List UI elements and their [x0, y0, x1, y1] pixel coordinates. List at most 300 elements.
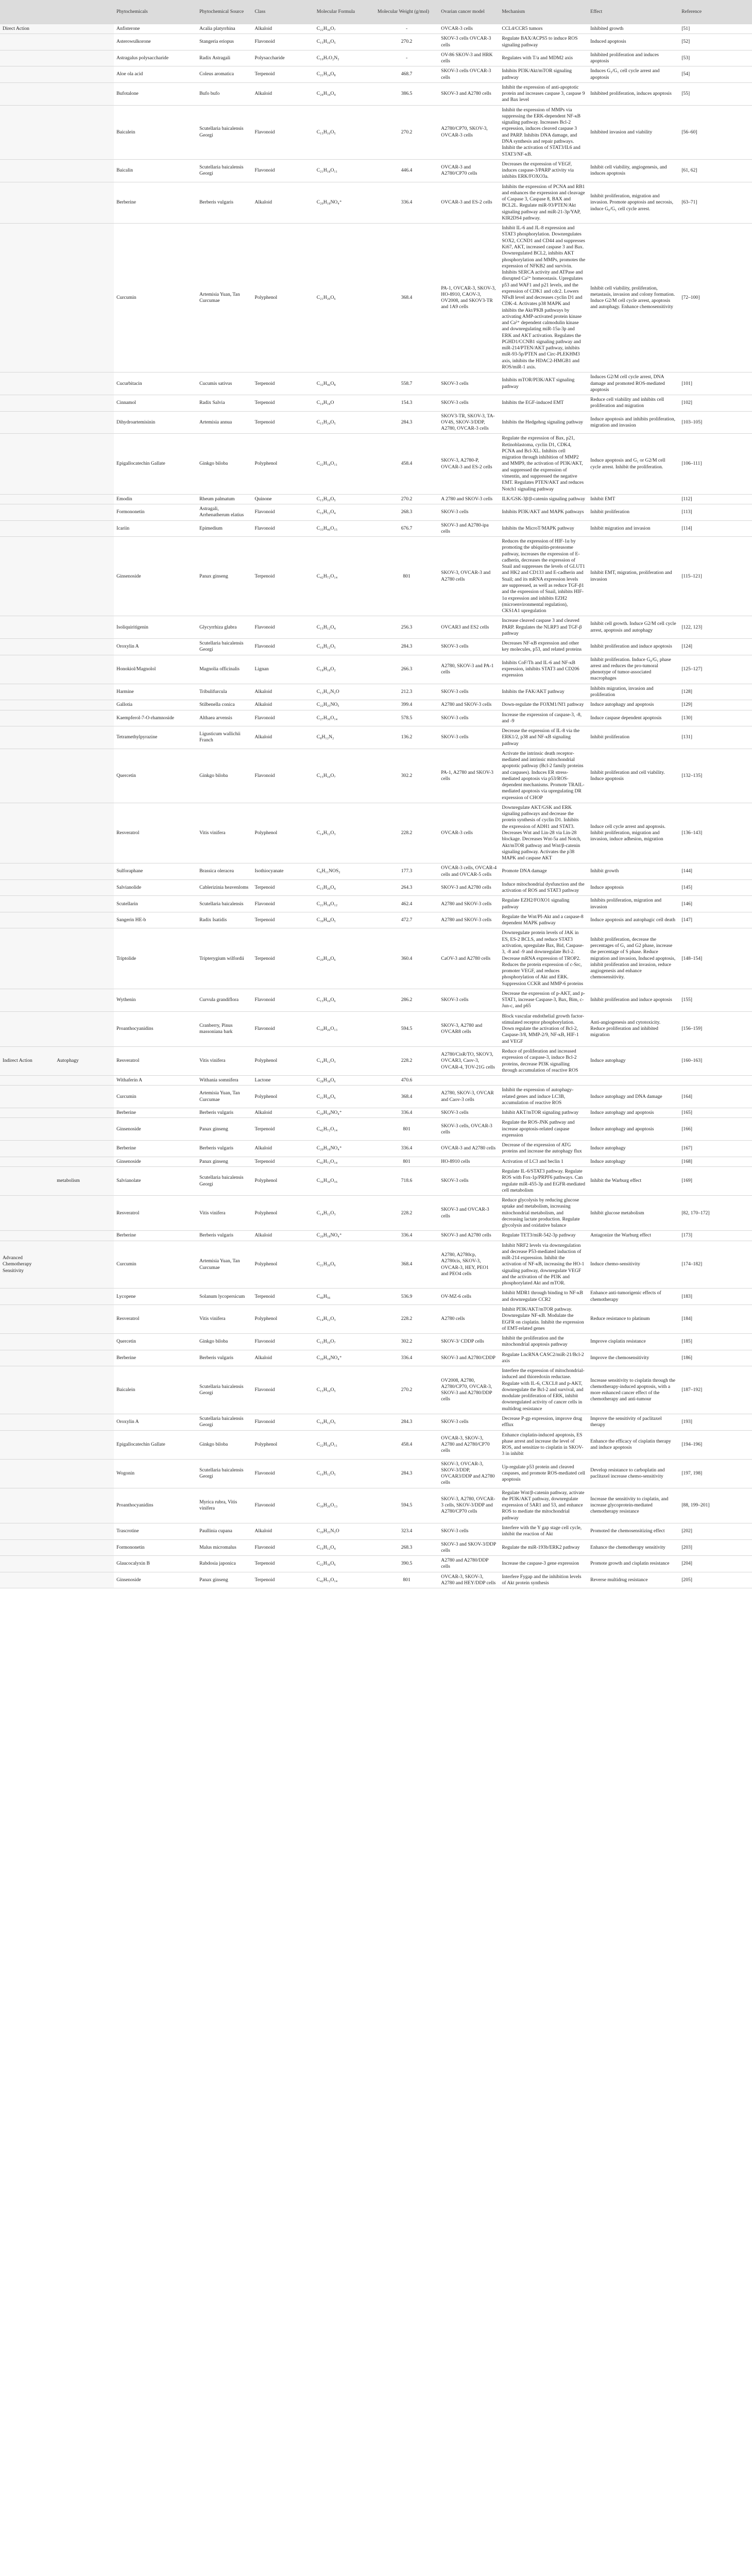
formula-cell: C₂₁H₁₈O₁₂ — [314, 896, 375, 912]
reference-cell: [186] — [679, 1350, 752, 1366]
subcategory-cell — [54, 105, 114, 159]
formula-cell: C₂₄H₃₄O₄ — [314, 82, 375, 105]
category-cell — [0, 66, 54, 83]
reference-cell: [166] — [679, 1118, 752, 1141]
class-cell: Flavonoid — [252, 1488, 314, 1523]
subcategory-cell — [54, 504, 114, 521]
model-cell: OV2008, A2780, A2780/CP70, OVCAR-3, SKOV-3 and A2780/DDP cells — [438, 1366, 499, 1414]
reference-cell: [184] — [679, 1305, 752, 1334]
table-row — [0, 395, 752, 412]
phytochemical-name-cell: Ginsenoside — [114, 537, 197, 616]
source-cell: Tripterygium wilfordii — [197, 928, 252, 989]
category-cell — [0, 863, 54, 880]
effect-cell: Inhibit proliferation and induce apoptosis — [588, 639, 679, 655]
table-row — [0, 749, 752, 803]
phytochemical-name-cell: Kaempferol-7-O-rhamnoside — [114, 710, 197, 726]
molecular-weight-cell: 302.2 — [375, 749, 438, 803]
subcategory-cell — [54, 1241, 114, 1289]
formula-cell: C₃₃H₄₀O₁₅ — [314, 520, 375, 537]
class-cell: Polysaccharide — [252, 50, 314, 66]
reference-cell: [113] — [679, 504, 752, 521]
effect-cell: Inhibit EMT, migration, proliferation and invasion — [588, 537, 679, 616]
formula-cell: C₈H₁₂N₂ — [314, 726, 375, 749]
source-cell: Stangeria eriopus — [197, 34, 252, 50]
phytochemical-name-cell: Berberine — [114, 1231, 197, 1241]
effect-cell: Inhibits proliferation, migration and invasion — [588, 896, 679, 912]
subcategory-cell — [54, 411, 114, 434]
subcategory-cell — [54, 537, 114, 616]
phytochemical-name-cell: Cucurbitacin — [114, 372, 197, 395]
molecular-weight-cell: 458.4 — [375, 1430, 438, 1459]
reference-cell: [183] — [679, 1289, 752, 1305]
molecular-weight-cell: 536.9 — [375, 1289, 438, 1305]
effect-cell: Inhibit cell viability, proliferation, metastasis, invasion and colony formation. Induce G2/M cell cycle arrest, apoptosis and autophagy. Enhance chemosensitivity — [588, 224, 679, 372]
header-reference: Reference — [679, 0, 752, 24]
table-row — [0, 1488, 752, 1523]
subcategory-cell — [54, 494, 114, 504]
mechanism-cell: Regulate the Wnt/PI-Akt and a caspase-8 dependent MAPK pathway — [499, 912, 588, 928]
table-row — [0, 520, 752, 537]
mechanism-cell: Promote DNA damage — [499, 863, 588, 880]
table-row — [0, 1556, 752, 1572]
category-cell — [0, 1157, 54, 1166]
effect-cell: Promoted the chemosensitizing effect — [588, 1523, 679, 1539]
phytochemical-name-cell: Epigallocatechin Gallate — [114, 1430, 197, 1459]
model-cell: SKOV-3 cells — [438, 726, 499, 749]
mechanism-cell: Inhibit IL-6 and JL-8 expression and STAT3 phosphorylation. Downregulates SOX2, CCND1 and CD44 and suppresses Ki67, AKT, increased caspase 3 and Bax. Downregulated BCL2, inhibits AKT phosphorylation and MMPs, promotes the expression of NFKB2 and survivin. Inhibits SERCA activity and ATPase and disrupted Ca²⁺ homeostasis. Upregulates p53 and WAF1 and p21 levels, and the expression of CDK1 and cdc2. Lowers NFκB level and decreases cyclin D1 and CDK-4. Activates p38 MAPK and inhibits the Akt/PKB pathways by activating AMP-activated protein kinase and Ca²⁺ dependent calmodulin kinase and downregulating miR-15a-3p and ERK and AKT activation. Regulates the PGHD1/CCNB1 signaling pathway and miR-214/PTEN/AKT pathway, inhibits miR-93-5p/PTEN and Circ-PLEKHM3 axis, inhibits the HDAC2-HMGB1 and ROS/miR-1 axis. — [499, 224, 588, 372]
class-cell: Alkaloid — [252, 1231, 314, 1241]
category-cell — [0, 520, 54, 537]
model-cell: SKOV-3 and A2780 cells — [438, 82, 499, 105]
phytochemical-name-cell: Formononetin — [114, 504, 197, 521]
reference-cell: [169] — [679, 1166, 752, 1195]
subcategory-cell — [54, 1414, 114, 1431]
subcategory-cell — [54, 1350, 114, 1366]
table-row — [0, 1539, 752, 1556]
reference-cell: [132–135] — [679, 749, 752, 803]
reference-cell: [144] — [679, 863, 752, 880]
model-cell: SKOV-3 cells OVCAR-3 cells — [438, 34, 499, 50]
model-cell: SKOV-3/ CDDP cells — [438, 1334, 499, 1350]
subcategory-cell — [54, 520, 114, 537]
model-cell: SKOV-3 and A2780 cells — [438, 879, 499, 896]
reference-cell: [148–154] — [679, 928, 752, 989]
mechanism-cell: Induce mitochondrial dysfunction and the activation of ROS and STAT3 pathway — [499, 879, 588, 896]
effect-cell: Increase the sensitivity to cisplatin, and increase glycoprotein-mediated chemotherapy resistance — [588, 1488, 679, 1523]
header-mechanism: Mechanism — [499, 0, 588, 24]
mechanism-cell: Inhibits PI3K/AKT and MAPK pathways — [499, 504, 588, 521]
category-cell — [0, 655, 54, 684]
formula-cell: C₁₆H₁₂O₅ — [314, 639, 375, 655]
category-cell — [0, 1166, 54, 1195]
formula-cell: C₂₀H₁₈NO₄⁺ — [314, 1141, 375, 1157]
category-cell — [0, 726, 54, 749]
model-cell: SKOV-3, OVCAR-3 and A2780 cells — [438, 537, 499, 616]
source-cell: Artemisia Yuan, Tan Curcumae — [197, 1086, 252, 1108]
source-cell: Scutellaria baicalensis Georgi — [197, 1366, 252, 1414]
effect-cell: Induce autophagy and apoptosis — [588, 1108, 679, 1118]
formula-cell: C₂₀H₂₄O₆ — [314, 928, 375, 989]
subcategory-cell — [54, 24, 114, 34]
class-cell: Terpenoid — [252, 912, 314, 928]
category-cell — [0, 1108, 54, 1118]
category-cell — [0, 537, 54, 616]
mechanism-cell: Regulate EZH2/FOXO1 signaling pathway — [499, 896, 588, 912]
reference-cell — [679, 1076, 752, 1086]
reference-cell: [168] — [679, 1157, 752, 1166]
class-cell: Flavonoid — [252, 989, 314, 1011]
reference-cell: [185] — [679, 1334, 752, 1350]
category-cell — [0, 1366, 54, 1414]
table-row — [0, 537, 752, 616]
formula-cell: C₄₀H₅₆ — [314, 1289, 375, 1305]
molecular-weight-cell: 801 — [375, 1157, 438, 1166]
effect-cell: Induce autophagy and apoptosis — [588, 1118, 679, 1141]
source-cell: Radix Astragali — [197, 50, 252, 66]
source-cell: Artemisia Yuan, Tan Curcumae — [197, 224, 252, 372]
subcategory-cell — [54, 1572, 114, 1588]
mechanism-cell: Interfere Fygap and the inhibition levels of Akt protein synthesis — [499, 1572, 588, 1588]
table-row — [0, 1572, 752, 1588]
subcategory-cell — [54, 700, 114, 710]
model-cell: A2780, SKOV-3 and PA-1 cells — [438, 655, 499, 684]
header-phytochemicals: Phytochemicals — [114, 0, 197, 24]
model-cell: PA-1, A2780 and SKOV-3 cells — [438, 749, 499, 803]
reference-cell: [202] — [679, 1523, 752, 1539]
mechanism-cell: Enhance cisplatin-induced apoptosis, ES phase arrest and increase the level of ROS, and sensitize to cisplatin in SKOV-3 in inhibit — [499, 1430, 588, 1459]
table-row — [0, 24, 752, 34]
source-cell: Cucumis sativus — [197, 372, 252, 395]
phytochemical-name-cell: Berberine — [114, 1141, 197, 1157]
table-body — [0, 24, 752, 1588]
formula-cell: C₁₅H₁₀O₅ — [314, 34, 375, 50]
molecular-weight-cell: 270.2 — [375, 1366, 438, 1414]
mechanism-cell: Inhibit the expression of anti-apoptotic protein and increases caspase 3, caspase 9 and Bax level — [499, 82, 588, 105]
phytochemical-name-cell: Honokiol/Magnolol — [114, 655, 197, 684]
model-cell: SKOV-3 cells OVCAR-3 cells — [438, 66, 499, 83]
formula-cell: C₂₀H₂₅N₃O — [314, 1523, 375, 1539]
reference-cell: [103–105] — [679, 411, 752, 434]
source-cell: Scutellaria baicalensis Georgi — [197, 105, 252, 159]
subcategory-cell — [54, 1011, 114, 1046]
category-cell: Indirect Action — [0, 1046, 54, 1075]
class-cell: Flavonoid — [252, 105, 314, 159]
molecular-weight-cell: 718.6 — [375, 1166, 438, 1195]
phytochemical-name-cell: Resveratrol — [114, 1196, 197, 1231]
reference-cell: [156–159] — [679, 1011, 752, 1046]
model-cell: OVCAR3 and ES2 cells — [438, 616, 499, 639]
class-cell: Lignan — [252, 655, 314, 684]
class-cell: Flavonoid — [252, 159, 314, 182]
class-cell: Polyphenol — [252, 1086, 314, 1108]
model-cell: SKOV-3 cells — [438, 504, 499, 521]
reference-cell: [51] — [679, 24, 752, 34]
model-cell: SKOV-3 and OVCAR-3 cells — [438, 1196, 499, 1231]
subcategory-cell — [54, 896, 114, 912]
category-cell — [0, 159, 54, 182]
molecular-weight-cell: 472.7 — [375, 912, 438, 928]
table-row — [0, 1459, 752, 1488]
effect-cell: Inhibit the Warburg effect — [588, 1166, 679, 1195]
table-row — [0, 1076, 752, 1086]
molecular-weight-cell: 558.7 — [375, 372, 438, 395]
molecular-weight-cell: 323.4 — [375, 1523, 438, 1539]
molecular-weight-cell: 228.2 — [375, 1196, 438, 1231]
subcategory-cell — [54, 1157, 114, 1166]
header-effect: Effect — [588, 0, 679, 24]
model-cell: OVCAR-3 and A2780 cells — [438, 1141, 499, 1157]
mechanism-cell: Inhibit the proliferation and the mitochondrial apoptosis pathway — [499, 1334, 588, 1350]
table-row — [0, 1430, 752, 1459]
subcategory-cell — [54, 1196, 114, 1231]
effect-cell: Inhibit cell viability, angiogenesis, and induces apoptosis — [588, 159, 679, 182]
phytochemical-name-cell: Berberine — [114, 182, 197, 224]
model-cell: OVCAR-3, SKOV-3, A2780 and A2780/CP70 cells — [438, 1430, 499, 1459]
class-cell: Quinone — [252, 494, 314, 504]
mechanism-cell: Reduces the expression of HIF-1α by promoting the ubiquitin-proteasome pathway, increases the expression of E-cadherin, decreases the expression of Snail and suppresses the levels of GLUT1 and HK2 and CD133 and E-cadherin and Snail; and its mRNA expression levels are suppressed, as well as reduce TGF-β1 and the expression of Snail, inhibits HIF-1α expression and inhibits EZH2 (microenvironmental regulation), CKS1A1 upregulation — [499, 537, 588, 616]
class-cell: Polyphenol — [252, 803, 314, 863]
source-cell: Rabdosia japonica — [197, 1556, 252, 1572]
table-row — [0, 726, 752, 749]
table-row — [0, 639, 752, 655]
formula-cell: C₃₀H₂₆O₁₃ — [314, 1011, 375, 1046]
reference-cell: [145] — [679, 879, 752, 896]
source-cell: Scutellaria baicalensis — [197, 896, 252, 912]
subcategory-cell — [54, 372, 114, 395]
source-cell: Magnolia officinalis — [197, 655, 252, 684]
source-cell: Scutellaria baicalensis Georgi — [197, 639, 252, 655]
reference-cell: [193] — [679, 1414, 752, 1431]
formula-cell: C₂₁H₂₀O₆ — [314, 224, 375, 372]
molecular-weight-cell: 268.3 — [375, 1539, 438, 1556]
phytochemical-name-cell: Dihydroartemisinin — [114, 411, 197, 434]
formula-cell: C₁₅H₁₀O₅ — [314, 105, 375, 159]
category-cell — [0, 1289, 54, 1305]
phytochemical-name-cell: Curcumin — [114, 224, 197, 372]
source-cell: Berberis vulgaris — [197, 1141, 252, 1157]
molecular-weight-cell: 270.2 — [375, 34, 438, 50]
model-cell: SKOV-3 cells — [438, 1108, 499, 1118]
category-cell — [0, 1011, 54, 1046]
reference-cell: [165] — [679, 1108, 752, 1118]
model-cell: SKOV-3 and A2780 cells — [438, 1231, 499, 1241]
reference-cell: [53] — [679, 50, 752, 66]
effect-cell: Antagonize the Warburg effect — [588, 1231, 679, 1241]
category-cell — [0, 1572, 54, 1588]
mechanism-cell: Increase cleaved caspase 3 and cleaved PARP. Regulates the NLRP3 and TGF-β pathway — [499, 616, 588, 639]
formula-cell: C₂₀H₁₈NO₄⁺ — [314, 1350, 375, 1366]
class-cell: Polyphenol — [252, 1196, 314, 1231]
model-cell: SKOV-3 cells — [438, 1523, 499, 1539]
class-cell: Terpenoid — [252, 411, 314, 434]
subcategory-cell: metabolism — [54, 1166, 114, 1195]
phytochemical-name-cell: Triptolide — [114, 928, 197, 989]
mechanism-cell: Regulate IL-6/STAT3 pathway. Regulate ROS with Fox-1p/PRPF6 pathways. Can regulate miR-455-3p and EGFR-mediated cell metabolism — [499, 1166, 588, 1195]
effect-cell: Improve cisplatin resistance — [588, 1334, 679, 1350]
class-cell: Polyphenol — [252, 1046, 314, 1075]
formula-cell: C₆H₁₁NOS₂ — [314, 863, 375, 880]
subcategory-cell — [54, 1539, 114, 1556]
model-cell: SKOV-3 cells — [438, 639, 499, 655]
effect-cell: Induce cell cycle arrest and apoptosis. Inhibit proliferation, migration and invasion, induce adhesion, migration — [588, 803, 679, 863]
reference-cell: [187–192] — [679, 1366, 752, 1414]
formula-cell: C₁₄H₁₂O₃ — [314, 803, 375, 863]
phytochemical-name-cell: Ginsenoside — [114, 1572, 197, 1588]
formula-cell: C₄₂H₇₂O₁₄ — [314, 1157, 375, 1166]
class-cell: Flavonoid — [252, 710, 314, 726]
category-cell — [0, 616, 54, 639]
effect-cell: Inhibit proliferation and induce apoptosis — [588, 989, 679, 1011]
class-cell: Flavonoid — [252, 1414, 314, 1431]
subcategory-cell — [54, 863, 114, 880]
mechanism-cell: Regulate LncRNA CASC2/miR-21/Bcl-2 axis — [499, 1350, 588, 1366]
effect-cell: Reverse multidrug resistance — [588, 1572, 679, 1588]
effect-cell: Induce autophagy — [588, 1157, 679, 1166]
mechanism-cell: Down-regulate the FOXM1/Nf1 pathway — [499, 700, 588, 710]
mechanism-cell: CCL4/CCR5 tumors — [499, 24, 588, 34]
source-cell: Panax ginseng — [197, 1157, 252, 1166]
category-cell — [0, 1334, 54, 1350]
effect-cell: Develop resistance to carboplatin and paclitaxel increase chemo-sensitivity — [588, 1459, 679, 1488]
molecular-weight-cell: 446.4 — [375, 159, 438, 182]
model-cell: SKOV-3, A2780, OVCAR-3 cells, SKOV-3/DDP and A2780/CP70 cells — [438, 1488, 499, 1523]
table-row — [0, 66, 752, 83]
category-cell: Direct Action — [0, 24, 54, 34]
formula-cell: C₂₀H₁₈NO₄⁺ — [314, 1231, 375, 1241]
table-row — [0, 896, 752, 912]
table-row — [0, 616, 752, 639]
effect-cell: Inhibit cell growth. Induce G2/M cell cycle arrest, apoptosis and autophagy — [588, 616, 679, 639]
subcategory-cell — [54, 434, 114, 494]
source-cell: Curvula grandiflora — [197, 989, 252, 1011]
mechanism-cell: Inhibits CoF/Th and IL-6 and NF-κB expression, inhibits STAT3 and CD206 expression — [499, 655, 588, 684]
molecular-weight-cell: 368.4 — [375, 1241, 438, 1289]
table-row — [0, 434, 752, 494]
source-cell: Vitis vinifera — [197, 1196, 252, 1231]
phytochemical-name-cell: Baicalin — [114, 159, 197, 182]
category-cell — [0, 1196, 54, 1231]
category-cell — [0, 1459, 54, 1488]
reference-cell: [122, 123] — [679, 616, 752, 639]
reference-cell: [56–60] — [679, 105, 752, 159]
model-cell: OVCAR-3, SKOV-3, A2780 and HEY/DDP cells — [438, 1572, 499, 1588]
category-cell — [0, 34, 54, 50]
source-cell: Withania somnifera — [197, 1076, 252, 1086]
class-cell: Alkaloid — [252, 1141, 314, 1157]
category-cell — [0, 1350, 54, 1366]
formula-cell: C₁₈H₁₈O₂ — [314, 655, 375, 684]
formula-cell: C₁₄H₁₂O₃ — [314, 1046, 375, 1075]
molecular-weight-cell: 336.4 — [375, 1231, 438, 1241]
mechanism-cell: ILK/GSK-3β/β-catenin signaling pathway — [499, 494, 588, 504]
reference-cell: [136–143] — [679, 803, 752, 863]
effect-cell: Induce apoptosis — [588, 879, 679, 896]
table-row — [0, 34, 752, 50]
mechanism-cell: Interfere with the Y gap stage cell cycle, inhibit the reaction of Akt — [499, 1523, 588, 1539]
table-row — [0, 50, 752, 66]
source-cell: Althaea arvensis — [197, 710, 252, 726]
molecular-weight-cell: 284.3 — [375, 1414, 438, 1431]
phytochemical-name-cell: Withaferin A — [114, 1076, 197, 1086]
table-header — [0, 0, 752, 24]
mechanism-cell: Regulate Wnt/β-catenin pathway, activate the PI3K/AKT pathway, downregulate expression of 5AR1 and 53, and enhance ROS to mediate the mitochondrial pathway — [499, 1488, 588, 1523]
reference-cell: [167] — [679, 1141, 752, 1157]
molecular-weight-cell: 368.4 — [375, 1086, 438, 1108]
reference-cell: [164] — [679, 1086, 752, 1108]
table-row — [0, 1366, 752, 1414]
molecular-weight-cell: 676.7 — [375, 520, 438, 537]
effect-cell: Inhibit proliferation. Induce G₀/G₁ phase arrest and reduces the pro-tumoral phenotype of tumor-associated macrophages — [588, 655, 679, 684]
reference-cell: [128] — [679, 684, 752, 700]
subcategory-cell — [54, 1231, 114, 1241]
category-cell — [0, 1430, 54, 1459]
model-cell: OVCAR-3 cells — [438, 24, 499, 34]
category-cell — [0, 912, 54, 928]
formula-cell: C₂₁H₂₀O₆ — [314, 1241, 375, 1289]
formula-cell: C₃₀H₄₄O₅ — [314, 912, 375, 928]
source-cell: Berberis vulgaris — [197, 182, 252, 224]
formula-cell: C₂₀H₁₈NO₄⁺ — [314, 1108, 375, 1118]
reference-cell: [101] — [679, 372, 752, 395]
formula-cell: C₁₅H₁₀O₅ — [314, 494, 375, 504]
model-cell: SKOV-3 and A2780/CDDP — [438, 1350, 499, 1366]
class-cell: Terpenoid — [252, 372, 314, 395]
category-cell — [0, 224, 54, 372]
effect-cell: Inhibit EMT — [588, 494, 679, 504]
mechanism-cell: Inhibits the FAK/AKT pathway — [499, 684, 588, 700]
category-cell — [0, 434, 54, 494]
phytochemical-name-cell: Curcumin — [114, 1086, 197, 1108]
subcategory-cell — [54, 1459, 114, 1488]
molecular-weight-cell: 470.6 — [375, 1076, 438, 1086]
mechanism-cell: Up-regulate p53 protein and cleaved caspases, and promote ROS-mediated cell apoptosis — [499, 1459, 588, 1488]
reference-cell: [146] — [679, 896, 752, 912]
class-cell: Polyphenol — [252, 1166, 314, 1195]
model-cell: A2780/CP70, SKOV-3, OVCAR-3 cells — [438, 105, 499, 159]
reference-cell: [197, 198] — [679, 1459, 752, 1488]
category-cell — [0, 896, 54, 912]
table-row — [0, 494, 752, 504]
reference-cell: [130] — [679, 710, 752, 726]
category-cell — [0, 639, 54, 655]
source-cell: Malus micromalus — [197, 1539, 252, 1556]
effect-cell: Induce apoptosis and autophagic cell death — [588, 912, 679, 928]
subcategory-cell — [54, 1430, 114, 1459]
effect-cell: Inhibit proliferation, migration and invasion. Promote apoptosis and necrosis, induce G₀/G₁ cell cycle arrest. — [588, 182, 679, 224]
subcategory-cell — [54, 82, 114, 105]
header-formula: Molecular Formula — [314, 0, 375, 24]
molecular-weight-cell: 801 — [375, 1572, 438, 1588]
category-cell — [0, 684, 54, 700]
table-row — [0, 504, 752, 521]
source-cell: Vitis vinifera — [197, 1046, 252, 1075]
effect-cell: Inhibited invasion and viability — [588, 105, 679, 159]
phytochemical-name-cell: Resveratrol — [114, 1046, 197, 1075]
table-row — [0, 182, 752, 224]
formula-cell: C₂₈H₃₈O₆ — [314, 1076, 375, 1086]
class-cell: Terpenoid — [252, 1289, 314, 1305]
phytochemical-name-cell: Gallotia — [114, 700, 197, 710]
reference-cell: [174–182] — [679, 1241, 752, 1289]
model-cell: A2780 and SKOV-3 cells — [438, 896, 499, 912]
reference-cell: [194–196] — [679, 1430, 752, 1459]
mechanism-cell: Decrease P-gp expression, improve drug efflux — [499, 1414, 588, 1431]
reference-cell: [72–100] — [679, 224, 752, 372]
class-cell: Terpenoid — [252, 1118, 314, 1141]
phytochemical-name-cell: Glaucocalyxin B — [114, 1556, 197, 1572]
phytochemical-name-cell: Trascrotine — [114, 1523, 197, 1539]
effect-cell — [588, 1076, 679, 1086]
